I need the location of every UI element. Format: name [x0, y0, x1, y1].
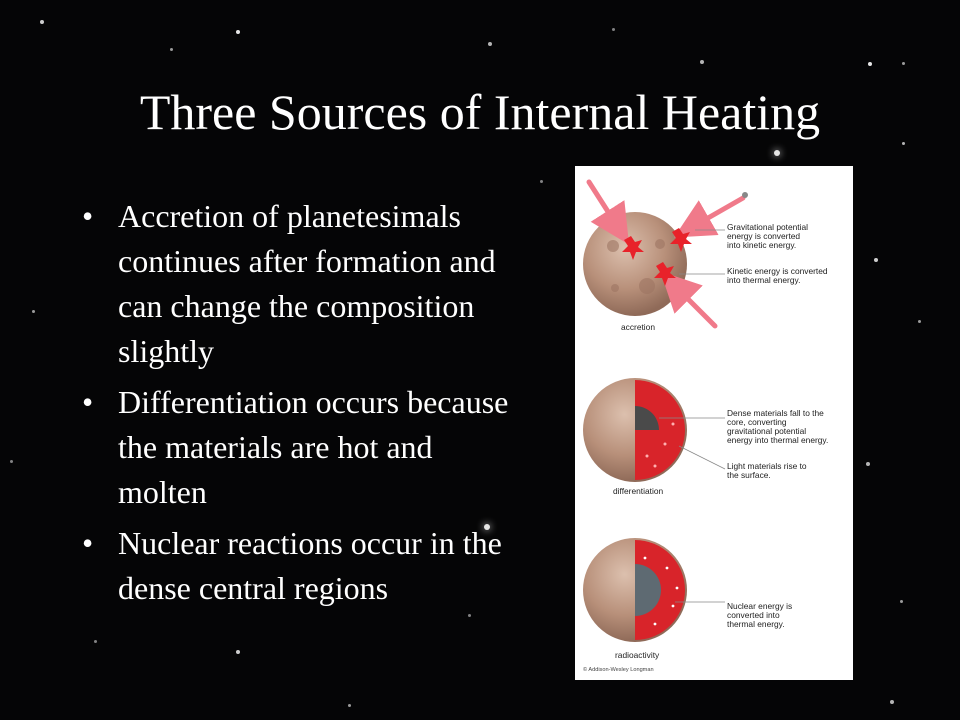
- planet-accretion: [583, 212, 687, 316]
- accretion-note-1-line3: into kinetic energy.: [727, 240, 797, 250]
- accretion-note-1-line1: Gravitational potential: [727, 222, 809, 232]
- radioactivity-note-line2: converted into: [727, 610, 780, 620]
- slide-title: Three Sources of Internal Heating: [139, 84, 821, 140]
- differentiation-note-1-line2: core, converting: [727, 417, 787, 427]
- radioactivity-note-line1: Nuclear energy is: [727, 601, 793, 611]
- accretion-note-1-line2: energy is converted: [727, 231, 801, 241]
- differentiation-caption: differentiation: [613, 486, 664, 496]
- radioactivity-caption: radioactivity: [615, 650, 660, 660]
- accretion-caption: accretion: [621, 322, 655, 332]
- bullet-item: [82, 521, 522, 611]
- accretion-panel: [583, 182, 828, 332]
- radioactivity-panel: [583, 538, 792, 660]
- bullet-marker: •: [82, 525, 94, 561]
- differentiation-note-1-line1: Dense materials fall to the: [727, 408, 824, 418]
- bullet-text: Differentiation occurs because the materials are hot and molten: [118, 384, 509, 510]
- bullet-text: Accretion of planetesimals continues after formation and can change the composition slightly: [118, 198, 496, 369]
- bullet-item: [82, 194, 522, 374]
- accretion-note-2-line2: into thermal energy.: [727, 275, 801, 285]
- bullet-item: [82, 380, 522, 515]
- bullet-text: Nuclear reactions occur in the dense central regions: [118, 525, 502, 606]
- radioactivity-note-line3: thermal energy.: [727, 619, 785, 629]
- differentiation-note-2-line1: Light materials rise to: [727, 461, 807, 471]
- figure-credit: © Addison-Wesley Longman: [583, 667, 654, 673]
- bullet-marker: •: [82, 198, 94, 234]
- differentiation-note-1-line4: energy into thermal energy.: [727, 435, 829, 445]
- heating-diagram-svg: [575, 166, 853, 680]
- differentiation-note-1-line3: gravitational potential: [727, 426, 807, 436]
- heating-diagram-figure: [575, 166, 853, 680]
- planetesimal: [742, 192, 748, 198]
- accretion-note-2-line1: Kinetic energy is converted: [727, 266, 828, 276]
- bullet-list: [82, 194, 522, 617]
- bullet-marker: •: [82, 384, 94, 420]
- differentiation-panel: [583, 378, 828, 496]
- differentiation-note-2-line2: the surface.: [727, 470, 771, 480]
